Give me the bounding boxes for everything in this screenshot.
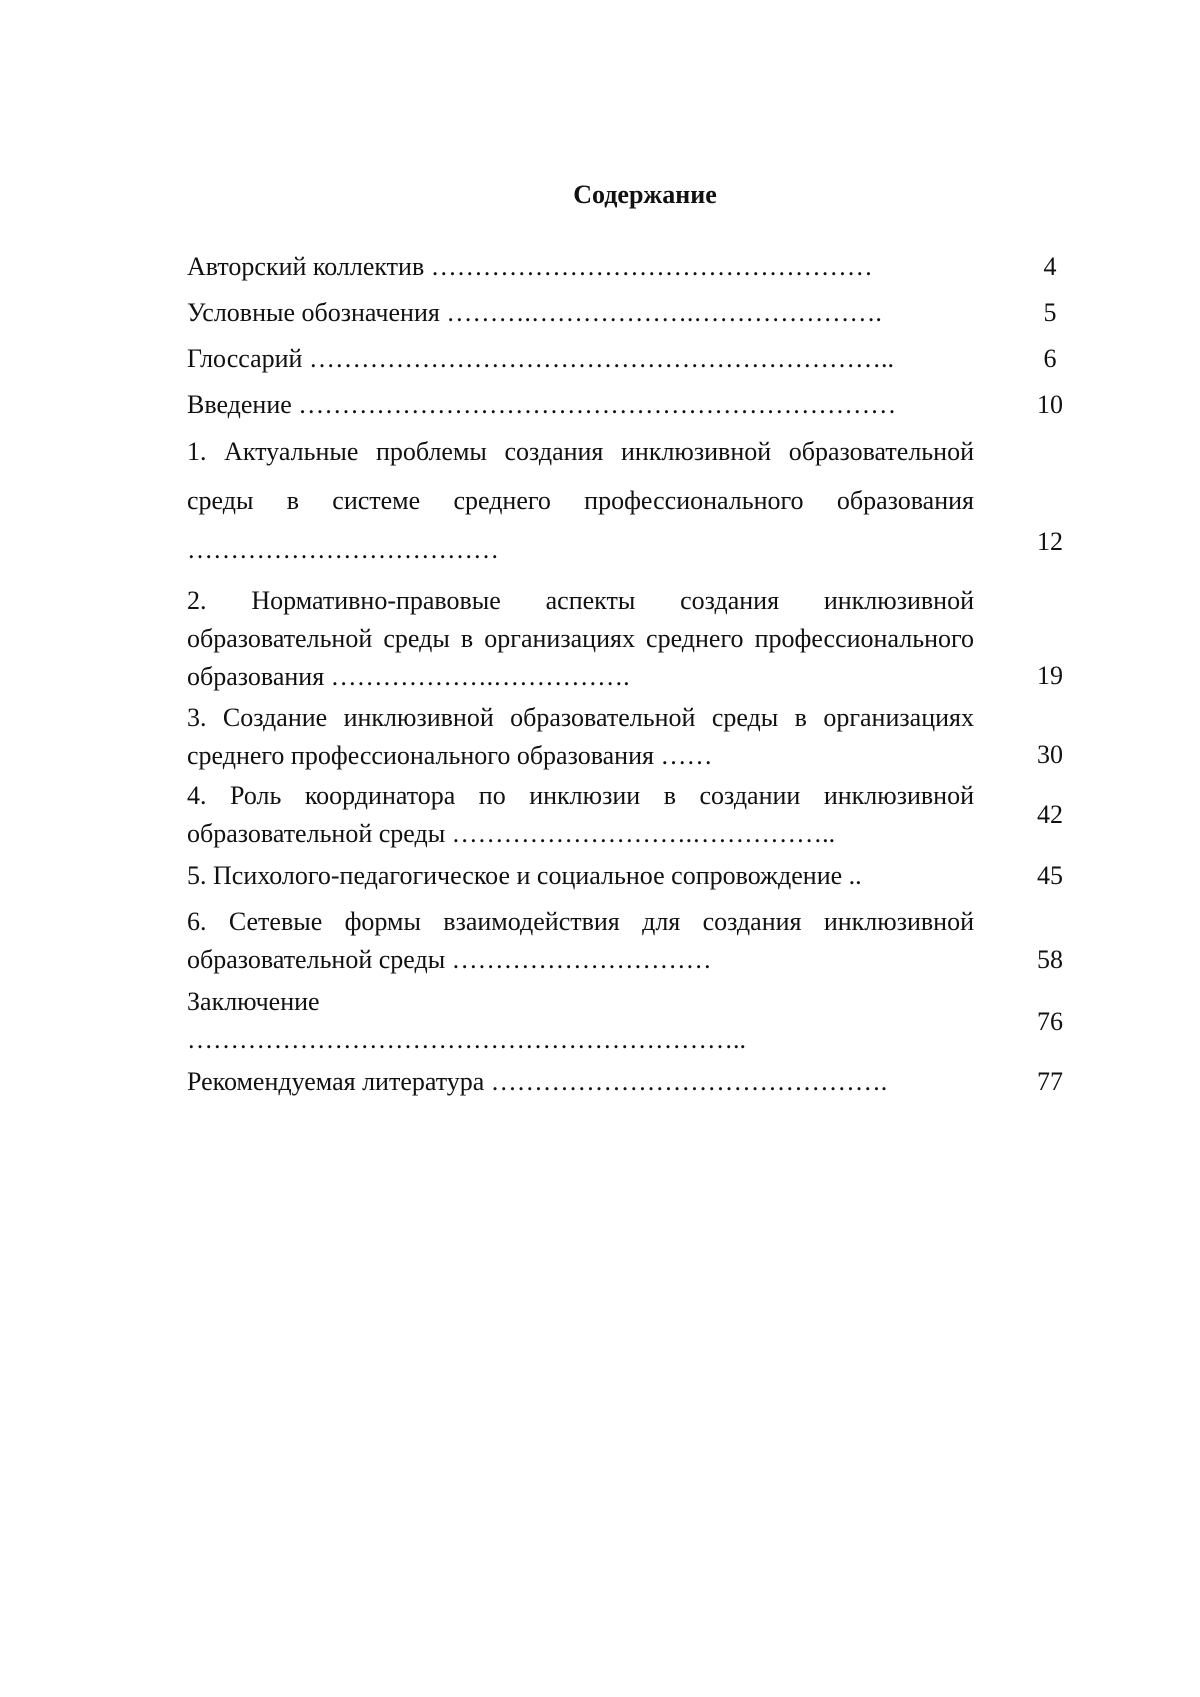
toc-entry <box>187 582 974 696</box>
toc-entry-text: Введение …………………………………………………………… <box>187 390 897 419</box>
toc-entry <box>187 903 974 979</box>
toc-entry-page: 77 <box>1037 1067 1063 1096</box>
toc-entry-page: 12 <box>1037 527 1063 556</box>
toc-entry-page: 5 <box>1043 298 1057 327</box>
toc-entry-page: 76 <box>1037 1007 1063 1036</box>
toc-entry-page: 42 <box>1037 800 1063 829</box>
toc-entry-text: Заключение ……………………………………………………….. <box>187 987 746 1054</box>
toc-entry-page: 10 <box>1037 390 1063 419</box>
toc-entry-text: Рекомендуемая литература ………………………………………. <box>187 1067 888 1096</box>
toc-entry-page: 30 <box>1037 740 1063 769</box>
toc-entry-text: Глоссарий ………………………………………………………….. <box>187 344 894 373</box>
toc-entry <box>187 294 974 332</box>
toc-entry <box>187 699 974 775</box>
toc-entry <box>187 857 974 895</box>
toc-entry-page: 19 <box>1037 661 1063 690</box>
toc-entry <box>187 386 974 424</box>
toc-entry <box>187 983 974 1059</box>
toc-entry-text: 4. Роль координатора по инклюзии в создании инклюзивной образовательной среды ……………………….…………….. <box>187 781 974 848</box>
toc-entry-text: 6. Сетевые формы взаимодействия для создания инклюзивной образовательной среды ………………………… <box>187 907 974 974</box>
toc-entry-page: 4 <box>1043 252 1057 281</box>
toc-entry-text: Условные обозначения ……….……………….…………………. <box>187 298 882 327</box>
page-title: Содержание <box>573 180 717 209</box>
toc-entry <box>187 340 974 378</box>
toc-entry-text: Авторский коллектив …………………………………………… <box>187 252 873 281</box>
toc-entry <box>187 248 974 286</box>
toc-entry-page: 6 <box>1043 344 1057 373</box>
toc-entry-page: 58 <box>1037 945 1063 974</box>
toc-entry <box>187 427 974 574</box>
toc-entry <box>187 777 974 853</box>
toc-entry-page: 45 <box>1037 861 1063 890</box>
toc-entry-text: 2. Нормативно-правовые аспекты создания инклюзивной образовательной среды в организациях среднего профессионального образования ……………….……………. <box>187 586 974 691</box>
toc-entry-text: 3. Создание инклюзивной образовательной среды в организациях среднего профессионального образования …… <box>187 703 974 770</box>
toc-entry <box>187 1063 974 1101</box>
toc-entry-text: 1. Актуальные проблемы создания инклюзивной образовательной среды в системе среднего профессионального образования ……………………………… <box>187 437 974 564</box>
toc-entry-text: 5. Психолого-педагогическое и социальное сопровождение .. <box>187 861 862 890</box>
